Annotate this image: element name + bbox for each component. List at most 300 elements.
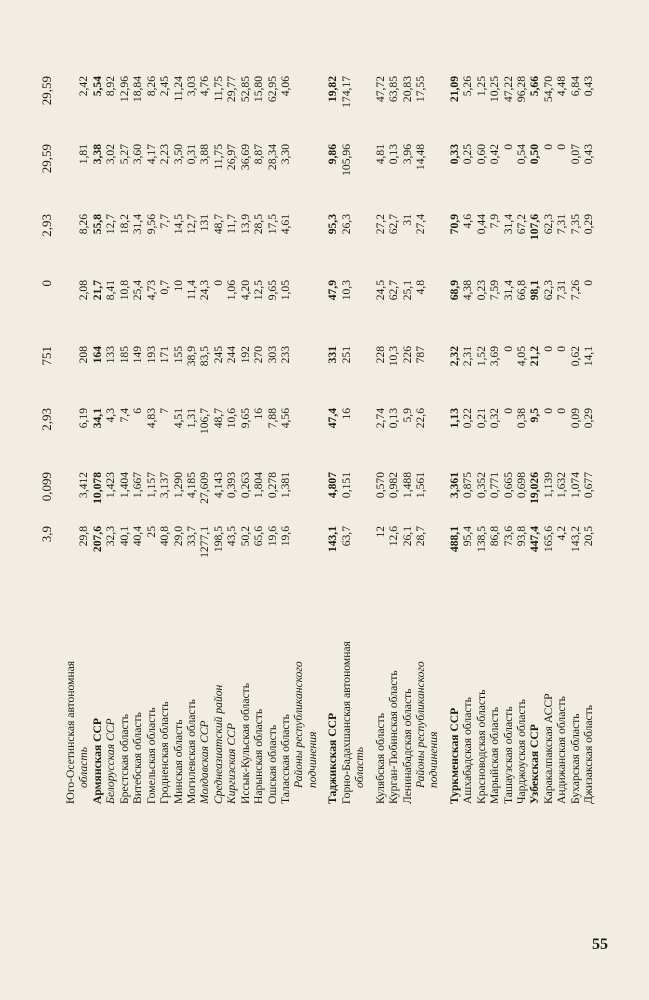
table-cell: 11,24 [171,76,185,102]
table-cell: 12,96 [117,76,131,103]
row-label: Бухарская область [568,713,582,804]
table-cell: 73,6 [501,526,515,547]
table-cell: 1,667 [131,472,145,499]
table-cell: 47,9 [326,280,340,301]
table-cell: 62,3 [541,280,555,301]
row-label: Белорусская ССР [104,718,118,804]
table-cell: 10,25 [488,76,502,103]
row-label: Андижанская область [555,696,569,804]
table-row [326,24,339,804]
row-label: Среднеазиатский район [211,684,225,804]
table-cell: 1,381 [279,472,292,499]
table-cell: 1,423 [104,472,118,499]
table-cell: 1,632 [555,472,569,499]
table-row [91,24,104,804]
table-cell: 20,5 [582,526,596,547]
table-row [158,24,171,804]
row-label: Районы республиканского [292,661,306,788]
table-cell: 63,7 [339,526,353,547]
table-cell: 20,83 [400,76,414,103]
table-cell: 33,7 [184,526,198,547]
table-cell: 2,42 [77,76,91,97]
table-row [569,24,582,804]
table-row [225,24,238,804]
table-cell: 12,5 [252,280,266,301]
table-cell: 17,5 [265,214,279,235]
rotated-table [36,24,606,804]
table-cell: 0,13 [387,408,401,429]
table-cell: 0,22 [461,408,475,429]
table-cell: 0 [501,144,515,150]
table-row [353,24,366,804]
table-cell: 40,4 [131,526,145,547]
table-cell: 6 [131,408,145,414]
table-cell: 185 [117,346,131,364]
table-cell: 27,609 [198,472,212,504]
table-row [475,24,488,804]
table-cell: 133 [104,346,118,364]
table-cell: 0,982 [387,472,401,499]
table-cell: 12,6 [387,526,401,547]
table-cell: 4,56 [279,408,292,429]
row-label: Ленинабадская область [400,688,414,804]
table-row [279,24,292,804]
table-cell: 0,43 [582,76,596,97]
table-row [239,24,252,804]
row-label: Иссык-Кульская область [238,683,252,804]
table-cell: 28,34 [265,144,279,171]
row-label: Гомельская область [144,707,158,804]
table-cell: 5,66 [528,76,542,97]
table-cell: 0,25 [461,144,475,165]
table-row [528,24,541,804]
table-cell: 207,6 [90,526,104,553]
table-cell: 4,143 [211,472,225,499]
table-cell: 131 [198,214,212,232]
table-cell: 0 [501,346,515,352]
table-cell: 38,9 [184,346,198,367]
table-cell: 7,26 [568,280,582,301]
header-cell: 751 [39,346,54,366]
table-cell: 25 [144,526,158,538]
table-cell: 1,157 [144,472,158,499]
table-cell: 4,3 [104,408,118,423]
table-cell: 1277,1 [198,526,212,558]
row-label: Красноводская область [474,689,488,804]
table-row [340,24,353,804]
table-cell: 0,352 [474,472,488,499]
table-cell: 4,06 [279,76,292,97]
table-cell: 2,31 [461,346,475,367]
table-cell: 3,30 [279,144,292,165]
table-row [185,24,198,804]
table-cell: 62,7 [387,214,401,235]
table-cell: 19,6 [279,526,292,547]
table-cell: 303 [265,346,279,364]
table-cell: 17,55 [413,76,427,103]
table-cell: 48,7 [211,214,225,235]
table-cell: 7,7 [158,214,172,229]
table-row [104,24,117,804]
table-cell: 7 [158,408,172,414]
table-cell: 66,8 [515,280,528,301]
table-row [387,24,400,804]
table-cell: 4,61 [279,214,292,235]
table-cell: 21,7 [90,280,104,301]
table-cell: 0,62 [568,346,582,367]
table-cell: 31,4 [131,214,145,235]
table-cell: 40,8 [158,526,172,547]
table-row [488,24,501,804]
table-cell: 4,83 [144,408,158,429]
table-cell: 0,771 [488,472,502,499]
table-cell: 2,08 [77,280,91,301]
table-row [427,24,440,804]
table-cell: 251 [339,346,353,364]
table-cell: 143,2 [568,526,582,553]
table-cell: 1,074 [568,472,582,499]
table-cell: 10,8 [117,280,131,301]
table-cell: 0,60 [474,144,488,165]
table-cell: 0,50 [528,144,542,165]
table-cell: 0,31 [184,144,198,165]
table-cell: 15,80 [252,76,266,103]
table-cell: 12 [373,526,387,538]
table-cell: 5,26 [461,76,475,97]
table-cell: 25,4 [131,280,145,301]
table-cell: 4,807 [326,472,340,499]
table-cell: 0,29 [582,214,596,235]
row-label: область [77,747,91,788]
table-cell: 4,2 [555,526,569,541]
table-cell: 331 [326,346,340,364]
table-cell: 7,88 [265,408,279,429]
row-label: Киргизская ССР [225,723,239,804]
table-row [515,24,528,804]
table-cell: 4,185 [184,472,198,499]
table-cell: 4,8 [413,280,427,295]
table-cell: 28,5 [252,214,266,235]
table-cell: 0,677 [582,472,596,499]
table-cell: 16 [339,408,353,420]
table-cell: 0 [541,346,555,352]
table-cell: 7,31 [555,280,569,301]
row-label: Таласская область [279,714,292,804]
table-cell: 68,9 [447,280,461,301]
table-cell: 52,85 [238,76,252,103]
table-cell: 1,561 [413,472,427,499]
table-cell: 226 [400,346,414,364]
table-cell: 0,263 [238,472,252,499]
table-cell: 2,32 [447,346,461,367]
table-cell: 0,7 [158,280,172,295]
table-cell: 54,70 [541,76,555,103]
table-cell: 14,1 [582,346,596,367]
table-cell: 3,02 [104,144,118,165]
table-cell: 3,60 [131,144,145,165]
table-cell: 8,87 [252,144,266,165]
table-cell: 9,65 [238,408,252,429]
row-label: Армянская ССР [90,718,104,804]
table-cell: 7,9 [488,214,502,229]
row-label: Марыйская область [488,706,502,804]
table-cell: 0,570 [373,472,387,499]
table-cell: 107,6 [528,214,542,241]
table-cell: 47,4 [326,408,340,429]
table-cell: 6,19 [77,408,91,429]
table-cell: 86,8 [488,526,502,547]
table-cell: 14,48 [413,144,427,171]
table-cell: 98,1 [528,280,542,301]
table-cell: 19,6 [265,526,279,547]
table-cell: 0,698 [515,472,528,499]
table-cell: 1,52 [474,346,488,367]
table-cell: 26,3 [339,214,353,235]
header-cell: 2,93 [39,408,54,431]
table-cell: 0,13 [387,144,401,165]
table-cell: 4,73 [144,280,158,301]
row-label: Каракалпакская АССР [541,693,555,804]
table-row [306,24,319,804]
row-label: Таджикская ССР [326,712,340,804]
page-number: 55 [592,936,608,953]
row-label: Курган-Тюбинская область [387,670,401,804]
table-cell: 164 [90,346,104,364]
table-cell: 0 [541,408,555,414]
table-cell: 62,7 [387,280,401,301]
table-cell: 14,5 [171,214,185,235]
table-row [502,24,515,804]
table-cell: 55,8 [90,214,104,235]
table-cell: 96,28 [515,76,528,103]
table-row [555,24,568,804]
table-cell: 6,84 [568,76,582,97]
table-cell: 9,5 [528,408,542,423]
table-row [77,24,90,804]
table-cell: 2,74 [373,408,387,429]
table-cell: 165,6 [541,526,555,553]
table-cell: 4,05 [515,346,528,367]
table-cell: 3,88 [198,144,212,165]
table-cell: 228 [373,346,387,364]
table-cell: 43,5 [225,526,239,547]
table-cell: 29,0 [171,526,185,547]
table-cell: 93,8 [515,526,528,547]
table-cell: 0 [501,408,515,414]
row-label: Кулябская область [373,713,387,804]
table-cell: 8,26 [77,214,91,235]
table-cell: 21,09 [447,76,461,103]
table-cell: 193 [144,346,158,364]
table-cell: 3,03 [184,76,198,97]
table-cell: 0,29 [582,408,596,429]
table-cell: 0,07 [568,144,582,165]
row-label: Молдавская ССР [198,720,212,804]
table-cell: 27,4 [413,214,427,235]
table-row [401,24,414,804]
row-label: Туркменская ССР [447,707,461,804]
table-cell: 0 [555,346,569,352]
row-label: Районы республиканского [413,661,427,788]
table-row [172,24,185,804]
table-cell: 9,56 [144,214,158,235]
table-header-row [36,24,58,804]
table-cell: 8,92 [104,76,118,97]
table-cell: 31,4 [501,214,515,235]
table-cell: 171 [158,346,172,364]
table-cell: 106,7 [198,408,212,435]
table-cell: 28,7 [413,526,427,547]
row-label: Минская область [171,719,185,804]
table-cell: 0,38 [515,408,528,429]
table-cell: 11,75 [211,144,225,170]
table-cell: 83,5 [198,346,212,367]
table-cell: 32,3 [104,526,118,547]
table-cell: 5,27 [117,144,131,165]
table-cell: 63,85 [387,76,401,103]
table-cell: 11,75 [211,76,225,102]
table-cell: 12,7 [104,214,118,235]
table-cell: 7,31 [555,214,569,235]
table-cell: 4,6 [461,214,475,229]
table-cell: 0,875 [461,472,475,499]
table-cell: 19,82 [326,76,340,103]
table-cell: 0,09 [568,408,582,429]
table-body [64,24,596,804]
table-cell: 1,05 [279,280,292,301]
table-cell: 26,97 [225,144,239,171]
table-cell: 11,4 [184,280,198,300]
table-cell: 1,139 [541,472,555,499]
table-cell: 70,9 [447,214,461,235]
table-cell: 174,17 [339,76,353,108]
table-cell: 10,078 [90,472,104,504]
table-cell: 50,2 [238,526,252,547]
table-cell: 1,290 [171,472,185,499]
table-cell: 9,65 [265,280,279,301]
table-cell: 1,404 [117,472,131,499]
table-row [131,24,144,804]
table-row [145,24,158,804]
table-cell: 12,7 [184,214,198,235]
table-cell: 1,25 [474,76,488,97]
table-cell: 22,6 [413,408,427,429]
table-cell: 7,59 [488,280,502,301]
table-cell: 1,06 [225,280,239,301]
row-label: Горно-Бадахшанская автономная [339,641,353,804]
table-cell: 488,1 [447,526,461,553]
table-cell: 1,13 [447,408,461,429]
table-cell: 3,361 [447,472,461,499]
table-cell: 47,72 [373,76,387,103]
table-cell: 13,9 [238,214,252,235]
table-cell: 3,412 [77,472,91,499]
table-cell: 7,4 [117,408,131,423]
table-cell: 11,7 [225,214,239,234]
table-cell: 47,22 [501,76,515,103]
table-cell: 4,48 [555,76,569,97]
table-cell: 1,488 [400,472,414,499]
table-cell: 0,54 [515,144,528,165]
table-cell: 105,96 [339,144,353,176]
row-label: подчинения [305,731,319,788]
table-row [198,24,211,804]
table-cell: 192 [238,346,252,364]
table-cell: 19,026 [528,472,542,504]
table-cell: 0,33 [447,144,461,165]
table-cell: 155 [171,346,185,364]
table-cell: 7,35 [568,214,582,235]
header-cell: 3,9 [39,526,54,543]
row-label: Ошская область [265,724,279,804]
table-cell: 233 [279,346,292,364]
table-row [448,24,461,804]
row-label: Гродненская область [158,701,172,804]
table-cell: 95,4 [461,526,475,547]
table-cell: 26,1 [400,526,414,547]
table-cell: 0,32 [488,408,502,429]
table-cell: 36,69 [238,144,252,171]
table-cell: 5,9 [400,408,414,423]
table-row [118,24,131,804]
table-cell: 0,42 [488,144,502,165]
table-cell: 5,54 [90,76,104,97]
table-cell: 0 [582,280,596,286]
table-cell: 0 [211,280,225,286]
table-cell: 18,2 [117,214,131,235]
table-cell: 4,81 [373,144,387,165]
header-cell: 0,099 [39,472,54,502]
table-cell: 25,1 [400,280,414,301]
table-cell: 31 [400,214,414,226]
table-row [414,24,427,804]
row-label: Узбекская ССР [528,724,542,804]
table-cell: 4,17 [144,144,158,165]
table-cell: 2,45 [158,76,172,97]
table-cell: 143,1 [326,526,340,553]
table-cell: 29,77 [225,76,239,103]
table-cell: 3,38 [90,144,104,165]
table-cell: 3,50 [171,144,185,165]
table-cell: 40,1 [117,526,131,547]
table-cell: 31,4 [501,280,515,301]
row-label: Юго-Осетинская автономная [64,660,77,804]
table-cell: 1,804 [252,472,266,499]
table-cell: 4,20 [238,280,252,301]
table-row [292,24,305,804]
table-cell: 0,278 [265,472,279,499]
table-cell: 2,23 [158,144,172,165]
table-cell: 1,81 [77,144,91,165]
row-label: Брестская область [117,713,131,804]
table-cell: 3,96 [400,144,414,165]
table-cell: 0 [555,408,569,414]
table-cell: 787 [413,346,427,364]
table-cell: 149 [131,346,145,364]
table-cell: 95,3 [326,214,340,235]
header-cell: 29,59 [39,144,54,174]
table-cell: 10 [171,280,185,292]
table-cell: 48,7 [211,408,225,429]
table-cell: 0,44 [474,214,488,235]
table-cell: 0,21 [474,408,488,429]
table-cell: 0,151 [339,472,353,499]
row-label: Витебская область [131,712,145,804]
table-cell: 4,76 [198,76,212,97]
row-label: Джизакская область [582,704,596,804]
table-cell: 10,6 [225,408,239,429]
table-cell: 244 [225,346,239,364]
